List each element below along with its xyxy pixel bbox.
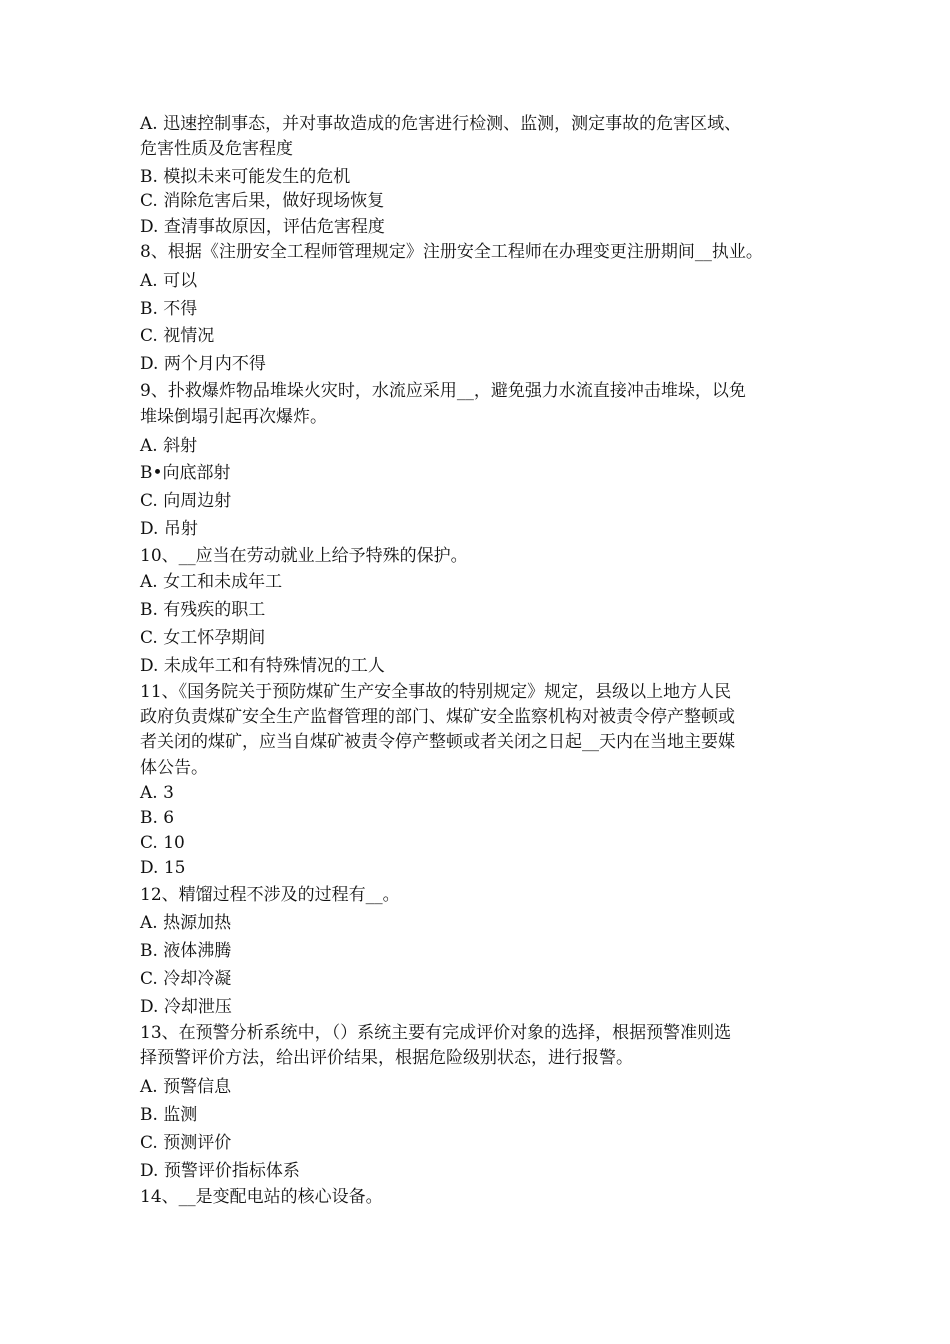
text-line: D. 预警评价指标体系 xyxy=(140,1161,300,1181)
text-line: A. 迅速控制事态，并对事故造成的危害进行检测、监测，测定事故的危害区域、 xyxy=(140,114,742,134)
text-line: B. 有残疾的职工 xyxy=(140,600,266,620)
text-line: D. 查清事故原因，评估危害程度 xyxy=(140,217,385,237)
text-line: B. 6 xyxy=(140,808,175,828)
question-14: 14、__是变配电站的核心设备。 xyxy=(140,1187,383,1207)
text-line: A. 斜射 xyxy=(140,436,198,456)
question-13: 13、在预警分析系统中，（）系统主要有完成评价对象的选择，根据预警准则选 xyxy=(140,1023,732,1043)
text-line: 堆垛倒塌引起再次爆炸。 xyxy=(140,407,327,427)
text-line: 政府负责煤矿安全生产监督管理的部门、煤矿安全监察机构对被责令停产整顿或 xyxy=(140,707,735,727)
text-line: B. 不得 xyxy=(140,299,198,319)
question-10: 10、__应当在劳动就业上给予特殊的保护。 xyxy=(140,546,468,566)
text-line: D. 15 xyxy=(140,858,186,878)
text-line: 体公告。 xyxy=(140,758,208,778)
text-line: B•向底部射 xyxy=(140,463,231,483)
text-line: A. 热源加热 xyxy=(140,913,232,933)
text-line: D. 冷却泄压 xyxy=(140,997,232,1017)
text-line: A. 女工和未成年工 xyxy=(140,572,283,592)
text-line: C. 预测评价 xyxy=(140,1133,232,1153)
text-line: C. 向周边射 xyxy=(140,491,232,511)
text-line: D. 吊射 xyxy=(140,519,198,539)
text-line: C. 冷却冷凝 xyxy=(140,969,232,989)
text-line: C. 消除危害后果，做好现场恢复 xyxy=(140,191,385,211)
text-line: A. 3 xyxy=(140,783,174,803)
text-line: D. 未成年工和有特殊情况的工人 xyxy=(140,656,385,676)
text-line: C. 视情况 xyxy=(140,326,215,346)
question-12: 12、精馏过程不涉及的过程有__。 xyxy=(140,885,400,905)
text-line: B. 模拟未来可能发生的危机 xyxy=(140,167,351,187)
text-line: 择预警评价方法，给出评价结果，根据危险级别状态，进行报警。 xyxy=(140,1048,633,1068)
text-line: B. 液体沸腾 xyxy=(140,941,232,961)
text-line: D. 两个月内不得 xyxy=(140,354,266,374)
text-line: C. 女工怀孕期间 xyxy=(140,628,266,648)
text-line: 危害性质及危害程度 xyxy=(140,139,293,159)
text-line: A. 可以 xyxy=(140,271,198,291)
question-11: 11、《国务院关于预防煤矿生产安全事故的特别规定》规定，县级以上地方人民 xyxy=(140,682,732,702)
text-line: C. 10 xyxy=(140,833,185,853)
text-line: B. 监测 xyxy=(140,1105,198,1125)
question-8: 8、根据《注册安全工程师管理规定》注册安全工程师在办理变更注册期间__执业。 xyxy=(140,242,763,262)
text-line: 者关闭的煤矿，应当自煤矿被责令停产整顿或者关闭之日起__天内在当地主要媒 xyxy=(140,732,735,752)
text-line: A. 预警信息 xyxy=(140,1077,232,1097)
question-9: 9、扑救爆炸物品堆垛火灾时，水流应采用__，避免强力水流直接冲击堆垛，以免 xyxy=(140,381,746,401)
